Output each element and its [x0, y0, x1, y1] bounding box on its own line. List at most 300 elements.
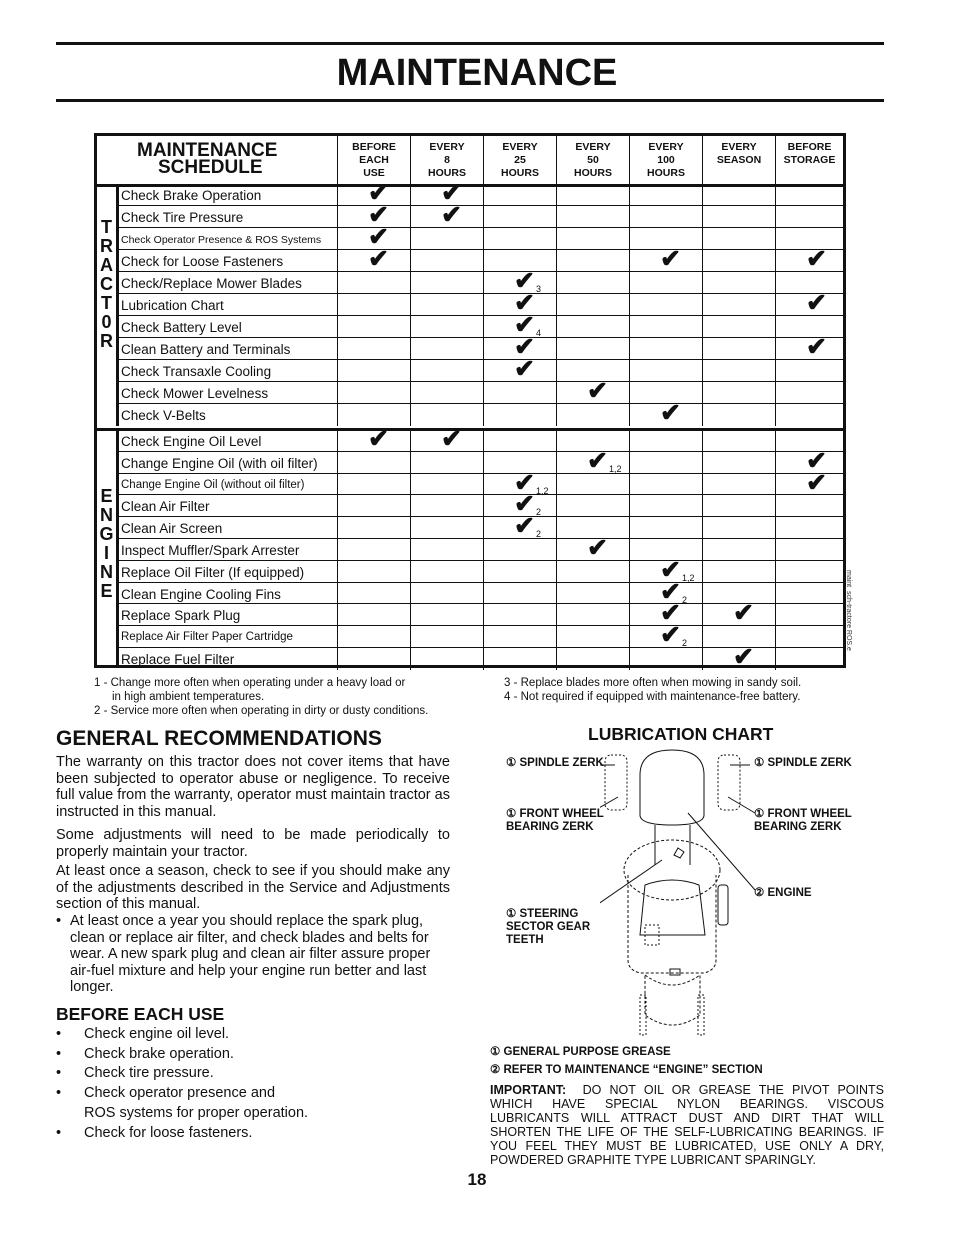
- schedule-cell: [483, 626, 556, 647]
- schedule-row: [119, 555, 843, 584]
- check-mark-icon: [587, 378, 608, 404]
- column-header-line: 25: [514, 154, 526, 166]
- check-mark-icon: [733, 600, 754, 626]
- general-recommendations-heading: GENERAL RECOMMENDATIONS: [56, 727, 382, 750]
- check-mark-glyph: ✔: [514, 267, 535, 295]
- tractor-diagram: [600, 745, 760, 1045]
- schedule-cell: [629, 517, 702, 538]
- schedule-cell: [410, 404, 483, 426]
- section-letter: N: [100, 562, 113, 582]
- check-mark-icon: [660, 400, 681, 426]
- check-mark-glyph: ✔: [368, 223, 389, 251]
- footnotes-right: [504, 676, 801, 704]
- schedule-cell: [337, 474, 410, 495]
- task-label: Check Brake Operation: [121, 188, 262, 203]
- bullet-dot: •: [56, 1125, 62, 1141]
- task-label: Check for Loose Fasteners: [121, 254, 284, 269]
- schedule-cell: [556, 404, 629, 426]
- check-mark-icon: [806, 334, 827, 360]
- schedule-cell: [483, 539, 556, 560]
- section-letter: T: [101, 293, 112, 313]
- schedule-row: [119, 245, 843, 273]
- schedule-cell: [702, 517, 775, 538]
- schedule-cell: [410, 228, 483, 249]
- task-label: Inspect Muffler/Spark Arrester: [121, 543, 300, 558]
- schedule-cell: [702, 294, 775, 315]
- schedule-cell: [410, 517, 483, 538]
- column-header-5: [702, 136, 775, 184]
- column-header-line: 50: [587, 154, 599, 166]
- column-header-4: [629, 136, 702, 184]
- column-header-line: 8: [444, 154, 450, 166]
- task-label: Clean Air Screen: [121, 521, 223, 537]
- schedule-cell: [629, 474, 702, 495]
- check-footnote-ref: 1,2: [535, 485, 549, 496]
- check-mark-glyph: ✔: [368, 179, 389, 207]
- schedule-cell: [702, 382, 775, 403]
- check-mark-glyph: ✔: [806, 245, 827, 273]
- schedule-cell: [483, 648, 556, 670]
- task-label: Check Battery Level: [121, 320, 242, 335]
- before-use-text: Check for loose fasteners.: [84, 1125, 253, 1141]
- task-label: Replace Spark Plug: [121, 608, 241, 624]
- bullet-dot: •: [56, 1046, 62, 1062]
- check-footnote-ref: 2: [681, 594, 687, 605]
- check-footnote-ref: 2: [535, 507, 541, 518]
- schedule-cell: [775, 604, 843, 625]
- schedule-cell: [775, 583, 843, 604]
- column-header-line: HOURS: [501, 167, 539, 179]
- important-note: [490, 1083, 884, 1167]
- section-letter: I: [103, 543, 109, 563]
- check-mark-glyph: ✔: [806, 468, 827, 497]
- column-header-line: HOURS: [428, 167, 466, 179]
- schedule-cell: [410, 583, 483, 604]
- schedule-cell: [702, 430, 775, 451]
- schedule-cell: [629, 648, 702, 670]
- check-mark-glyph: ✔: [806, 289, 827, 317]
- schedule-cell: [629, 338, 702, 359]
- spindle-zerk-left-label: ① SPINDLE ZERK: [506, 757, 604, 769]
- task-label: Check Engine Oil Level: [121, 434, 262, 449]
- task-label: Change Engine Oil (with oil filter): [121, 455, 318, 471]
- tractor-section-label: [97, 184, 119, 426]
- schedule-row: [119, 468, 843, 497]
- schedule-row: [119, 179, 843, 207]
- schedule-cell: [337, 539, 410, 560]
- schedule-row: [119, 223, 843, 251]
- schedule-row: [119, 643, 843, 671]
- before-use-text: Check operator presence and: [84, 1085, 276, 1101]
- schedule-cell: [337, 604, 410, 625]
- page-number: 18: [467, 1170, 487, 1189]
- schedule-cell: [629, 452, 702, 473]
- column-header-line: BEFORE: [787, 141, 832, 153]
- schedule-cell: [556, 294, 629, 315]
- task-label: Replace Oil Filter (If equipped): [121, 564, 305, 580]
- schedule-cell: [775, 360, 843, 381]
- task-label: Check Transaxle Cooling: [121, 364, 272, 379]
- bullet-dot: •: [56, 1065, 62, 1081]
- schedule-cell: [410, 495, 483, 516]
- check-mark-glyph: ✔: [368, 201, 389, 229]
- check-mark-glyph: ✔: [441, 201, 462, 229]
- spindle-zerk-right-label: ① SPINDLE ZERK: [754, 757, 852, 769]
- schedule-cell: [556, 206, 629, 227]
- general-bullet: At least once a year you should replace the spark plug, clean or replace air filter, and check blades and belts for wear. A new spark plug and clean air filter assure proper air-fuel mixture and help your engine run better and last longer.: [70, 913, 431, 995]
- schedule-cell: [702, 599, 775, 628]
- schedule-cell: [337, 316, 410, 337]
- schedule-cell: [702, 404, 775, 426]
- section-letter: E: [100, 581, 113, 601]
- schedule-cell: [702, 643, 775, 671]
- front-wheel-right-label: [754, 808, 852, 834]
- check-mark-glyph: ✔: [660, 577, 681, 606]
- schedule-cell: [556, 228, 629, 249]
- section-letter: E: [100, 486, 113, 506]
- schedule-cell: [410, 561, 483, 582]
- schedule-cell: [556, 272, 629, 293]
- check-mark-icon: [514, 356, 535, 382]
- schedule-cell: [629, 430, 702, 451]
- check-mark-glyph: ✔: [587, 446, 608, 475]
- column-header-line: 100: [657, 154, 675, 166]
- check-footnote-ref: 1,2: [681, 572, 695, 583]
- schedule-cell: [410, 382, 483, 403]
- top-rule: [56, 42, 884, 45]
- engine-section-label: [97, 431, 119, 668]
- check-mark-icon: [587, 535, 608, 561]
- schedule-header: [97, 136, 843, 187]
- check-footnote-ref: 3: [535, 284, 541, 294]
- column-header-line: EVERY: [502, 141, 538, 153]
- schedule-cell: [702, 539, 775, 560]
- front-wheel-right-line2: BEARING ZERK: [754, 821, 842, 833]
- schedule-cell: [629, 294, 702, 315]
- check-mark-icon: [441, 426, 462, 452]
- schedule-cell: [410, 338, 483, 359]
- schedule-cell: [556, 583, 629, 604]
- schedule-cell: [775, 561, 843, 582]
- bullet-dot: •: [56, 1085, 62, 1101]
- column-header-0: [337, 136, 410, 184]
- schedule-cell: [629, 184, 702, 205]
- section-letter: C: [100, 274, 113, 294]
- schedule-cell: [337, 425, 410, 453]
- task-label: Change Engine Oil (without oil filter): [121, 478, 305, 491]
- schedule-cell: [410, 272, 483, 293]
- schedule-row: [119, 599, 843, 628]
- general-bullet-dot: •: [56, 913, 62, 929]
- schedule-cell: [410, 316, 483, 337]
- column-header-line: HOURS: [574, 167, 612, 179]
- engine-label: ② ENGINE: [754, 887, 812, 899]
- side-code: maint_sch-tractore ROS.e: [845, 570, 852, 651]
- task-label: Replace Air Filter Paper Cartridge: [121, 631, 293, 644]
- schedule-title-line1: MAINTENANCE: [137, 140, 278, 161]
- schedule-cell: [702, 360, 775, 381]
- schedule-cell: [629, 272, 702, 293]
- schedule-cell: [483, 404, 556, 426]
- task-label: Check Mower Levelness: [121, 386, 269, 401]
- schedule-cell: [410, 250, 483, 271]
- check-mark-icon: [806, 470, 827, 496]
- task-label: Clean Battery and Terminals: [121, 342, 291, 357]
- schedule-title: [137, 142, 277, 176]
- schedule-cell: [483, 512, 556, 541]
- schedule-title-line2: SCHEDULE: [158, 157, 263, 178]
- schedule-row: [119, 311, 843, 339]
- column-header-2: [483, 136, 556, 184]
- schedule-cell: [410, 294, 483, 315]
- schedule-cell: [775, 468, 843, 497]
- check-mark-glyph: ✔: [733, 643, 754, 671]
- schedule-cell: [337, 245, 410, 273]
- schedule-cell: [702, 316, 775, 337]
- column-header-line: EACH: [359, 154, 389, 166]
- schedule-cell: [410, 626, 483, 647]
- front-wheel-left-line1: ① FRONT WHEEL: [506, 808, 604, 820]
- legend-engine: ② REFER TO MAINTENANCE “ENGINE” SECTION: [490, 1064, 763, 1076]
- schedule-cell: [629, 495, 702, 516]
- engine-section: [97, 425, 843, 671]
- schedule-cell: [483, 382, 556, 403]
- before-each-use-heading: BEFORE EACH USE: [56, 1004, 225, 1024]
- schedule-cell: [483, 583, 556, 604]
- footnote-1-cont: in high ambient temperatures.: [112, 691, 265, 703]
- schedule-row: [119, 289, 843, 317]
- schedule-cell: [337, 561, 410, 582]
- section-letter: A: [100, 255, 113, 275]
- footnote-1: 1 - Change more often when operating under a heavy load or: [94, 677, 406, 689]
- check-mark-glyph: ✔: [660, 245, 681, 273]
- schedule-cell: [556, 626, 629, 647]
- schedule-cell: [702, 206, 775, 227]
- column-header-1: [410, 136, 483, 184]
- schedule-row: [119, 425, 843, 453]
- schedule-cell: [556, 534, 629, 562]
- title-underline: [56, 99, 884, 102]
- schedule-cell: [337, 626, 410, 647]
- schedule-row: [119, 355, 843, 383]
- maintenance-schedule-table: [94, 133, 846, 671]
- footnote-4: 4 - Not required if equipped with maintenance-free battery.: [504, 691, 801, 703]
- schedule-cell: [483, 228, 556, 249]
- column-header-line: SEASON: [716, 154, 762, 166]
- schedule-cell: [556, 604, 629, 625]
- task-label: Check Operator Presence & ROS Systems: [121, 234, 322, 246]
- schedule-row: [119, 399, 843, 427]
- before-use-text: Check brake operation.: [84, 1046, 234, 1062]
- section-letter: G: [99, 524, 114, 544]
- schedule-cell: [337, 583, 410, 604]
- schedule-cell: [629, 245, 702, 273]
- schedule-cell: [556, 474, 629, 495]
- task-label: Clean Engine Cooling Fins: [121, 586, 281, 602]
- task-label: Replace Fuel Filter: [121, 652, 235, 667]
- footnotes-left: [94, 676, 428, 718]
- schedule-row: [119, 267, 843, 295]
- schedule-cell: [410, 425, 483, 453]
- schedule-cell: [702, 561, 775, 582]
- schedule-cell: [337, 648, 410, 670]
- section-letter: R: [100, 331, 113, 351]
- schedule-cell: [337, 495, 410, 516]
- schedule-cell: [556, 648, 629, 670]
- column-header-line: HOURS: [647, 167, 685, 179]
- schedule-cell: [337, 452, 410, 473]
- check-mark-glyph: ✔: [660, 555, 681, 584]
- check-mark-glyph: ✔: [806, 446, 827, 475]
- check-mark-glyph: ✔: [806, 333, 827, 361]
- schedule-cell: [775, 495, 843, 516]
- section-letter: 0: [101, 312, 112, 332]
- column-header-line: EVERY: [429, 141, 465, 153]
- schedule-cell: [629, 206, 702, 227]
- schedule-cell: [702, 250, 775, 271]
- check-mark-glyph: ✔: [514, 468, 535, 497]
- schedule-cell: [410, 360, 483, 381]
- schedule-cell: [775, 206, 843, 227]
- schedule-cell: [337, 382, 410, 403]
- schedule-cell: [337, 404, 410, 426]
- schedule-cell: [775, 626, 843, 647]
- check-mark-glyph: ✔: [587, 534, 608, 562]
- page-title: MAINTENANCE: [336, 52, 618, 94]
- schedule-cell: [410, 604, 483, 625]
- schedule-cell: [410, 452, 483, 473]
- schedule-row: [119, 377, 843, 405]
- schedule-cell: [337, 272, 410, 293]
- column-header-line: USE: [363, 167, 385, 179]
- check-mark-glyph: ✔: [514, 490, 535, 519]
- schedule-cell: [775, 184, 843, 205]
- section-letter: T: [101, 217, 112, 237]
- schedule-cell: [775, 333, 843, 361]
- schedule-cell: [483, 430, 556, 451]
- steering-label: [506, 908, 590, 947]
- steering-line3: TEETH: [506, 934, 544, 946]
- check-mark-glyph: ✔: [660, 399, 681, 427]
- check-mark-glyph: ✔: [368, 425, 389, 453]
- column-header-line: STORAGE: [783, 154, 836, 166]
- steering-line2: SECTOR GEAR: [506, 921, 591, 933]
- important-label: IMPORTANT:: [490, 1083, 567, 1097]
- schedule-cell: [702, 184, 775, 205]
- column-header-6: [775, 136, 843, 184]
- check-mark-icon: [806, 246, 827, 272]
- check-mark-icon: [660, 246, 681, 272]
- important-text: DO NOT OIL OR GREASE THE PIVOT POINTS WHICH HAVE SPECIAL NYLON BEARINGS. VISCOUS LUBRICANTS WILL ATTRACT DUST AND DIRT THAT WILL SHORTEN THE LIFE OF THE SELF-LUBRICATING BEARINGS. IF YOU FEEL THEY MUST BE LUBRICATED, USE ONLY A DRY, POWDERED GRAPHITE TYPE LUBRICANT SPARINGLY.: [490, 1083, 884, 1167]
- check-mark-glyph: ✔: [441, 425, 462, 453]
- check-mark-glyph: ✔: [660, 621, 681, 650]
- bullet-dot: •: [56, 1026, 62, 1042]
- schedule-cell: [702, 272, 775, 293]
- schedule-cell: [483, 355, 556, 383]
- column-header-3: [556, 136, 629, 184]
- schedule-cell: [410, 648, 483, 670]
- check-footnote-ref: 2: [535, 529, 541, 540]
- schedule-cell: [483, 561, 556, 582]
- schedule-cell: [775, 517, 843, 538]
- schedule-cell: [775, 289, 843, 317]
- column-header-line: EVERY: [648, 141, 684, 153]
- check-mark-icon: [733, 644, 754, 670]
- schedule-cell: [556, 338, 629, 359]
- task-label: Check/Replace Mower Blades: [121, 276, 302, 291]
- schedule-row: [119, 534, 843, 562]
- schedule-cell: [775, 539, 843, 560]
- column-header-line: EVERY: [575, 141, 611, 153]
- front-wheel-left-label: [506, 808, 604, 834]
- schedule-cell: [410, 201, 483, 229]
- schedule-cell: [775, 648, 843, 670]
- schedule-cell: [556, 561, 629, 582]
- legend-grease: ① GENERAL PURPOSE GREASE: [490, 1046, 671, 1058]
- before-use-text: Check engine oil level.: [84, 1026, 230, 1042]
- schedule-cell: [702, 495, 775, 516]
- check-mark-glyph: ✔: [514, 333, 535, 361]
- schedule-cell: [629, 360, 702, 381]
- schedule-cell: [556, 377, 629, 405]
- schedule-cell: [337, 517, 410, 538]
- front-wheel-left-line2: BEARING ZERK: [506, 821, 594, 833]
- schedule-cell: [410, 474, 483, 495]
- schedule-row: [119, 446, 843, 475]
- check-mark-glyph: ✔: [441, 179, 462, 207]
- footnote-2: 2 - Service more often when operating in dirty or dusty conditions.: [94, 705, 429, 717]
- schedule-cell: [556, 250, 629, 271]
- schedule-cell: [775, 245, 843, 273]
- check-mark-glyph: ✔: [514, 355, 535, 383]
- front-wheel-right-line1: ① FRONT WHEEL: [754, 808, 852, 820]
- schedule-cell: [702, 228, 775, 249]
- schedule-cell: [775, 382, 843, 403]
- check-mark-glyph: ✔: [587, 377, 608, 405]
- schedule-cell: [775, 404, 843, 426]
- general-paragraph-1: The warranty on this tractor does not cover items that have been subjected to operator abuse or negligence. To receive full value from the warranty, operator must maintain tractor as instructed in this manual.: [56, 754, 450, 820]
- task-label: Clean Air Filter: [121, 499, 210, 515]
- schedule-cell: [337, 360, 410, 381]
- check-mark-icon: [368, 246, 389, 272]
- check-mark-icon: [441, 202, 462, 228]
- check-mark-glyph: ✔: [514, 311, 535, 339]
- section-letter: N: [100, 505, 113, 525]
- schedule-row: [119, 512, 843, 541]
- general-paragraph-2: Some adjustments will need to be made periodically to properly maintain your tractor.: [56, 827, 450, 860]
- tractor-section: [97, 179, 843, 427]
- check-mark-icon: [806, 290, 827, 316]
- schedule-cell: [483, 206, 556, 227]
- check-mark-glyph: ✔: [660, 599, 681, 628]
- task-label: Check V-Belts: [121, 408, 206, 423]
- column-header-line: EVERY: [721, 141, 757, 153]
- schedule-cell: [483, 604, 556, 625]
- schedule-cell: [702, 452, 775, 473]
- check-mark-glyph: ✔: [733, 599, 754, 628]
- check-mark-glyph: ✔: [514, 512, 535, 541]
- schedule-cell: [556, 446, 629, 475]
- task-label: Check Tire Pressure: [121, 210, 244, 225]
- general-paragraph-3: At least once a season, check to see if you should make any of the adjustments described in the Service and Adjustments section of this manual.: [56, 863, 450, 912]
- schedule-cell: [702, 338, 775, 359]
- schedule-cell: [483, 184, 556, 205]
- task-label: Lubrication Chart: [121, 298, 224, 313]
- schedule-cell: [410, 539, 483, 560]
- schedule-row: [119, 201, 843, 229]
- check-mark-icon: [368, 426, 389, 452]
- steering-line1: ① STEERING: [506, 908, 579, 920]
